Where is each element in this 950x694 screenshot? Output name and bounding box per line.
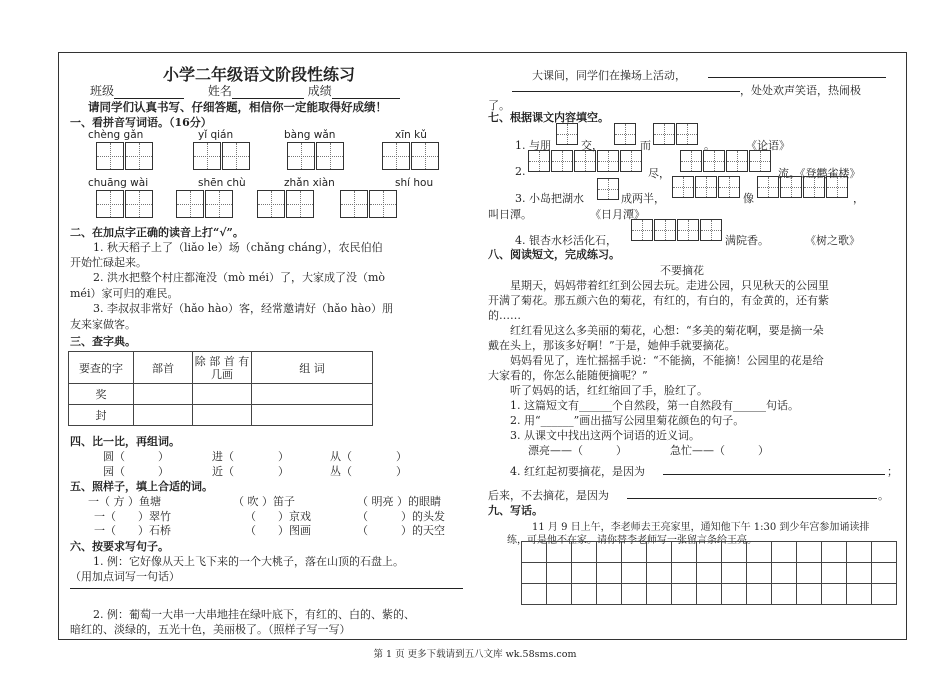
name-field[interactable] [232, 84, 304, 99]
s7-i4b: 满院香。 [725, 234, 769, 247]
rt-l2: ，处处欢声笑语，热闹极 [740, 84, 861, 97]
s8-q5-end: 。 [878, 489, 889, 502]
s7-i1d: 。 [704, 139, 715, 152]
s5-r1c1: 一（ 方 ）鱼塘 [88, 495, 161, 508]
s7-i1b: 交， [581, 139, 603, 152]
class-label: 班级 [90, 84, 115, 98]
s2-q1: 1. 秋天稻子上了（liǎo le）场（chǎng cháng），农民伯伯 [93, 241, 383, 254]
s4-r2c3: 丛（ ） [330, 465, 407, 478]
cell-words-2[interactable] [252, 405, 373, 426]
write-box-1[interactable] [96, 142, 154, 170]
s5-r3c1: 一（ ）石桥 [94, 524, 171, 537]
s9-t1: 11 月 9 日上午，李老师去王亮家里，通知他下午 1:30 到少年宫参加诵读排 [532, 522, 870, 533]
rt-l3: 了。 [488, 99, 510, 112]
rt-l1: 大课间，同学们在操场上活动， [532, 69, 686, 82]
s4-r1c3: 从（ ） [330, 450, 407, 463]
s6-q2b: 暗红的、淡绿的，五光十色，美丽极了。（照样子写一写） [70, 623, 351, 636]
s7-i2a: 2. [515, 165, 526, 178]
s7-i1a: 1. 与朋 [515, 139, 551, 152]
s4-r2c2: 近（ ） [212, 465, 289, 478]
instruction: 请同学们认真书写、仔细答题，相信你一定能取得好成绩！ [88, 100, 387, 114]
s5-r2c2: （ ）京戏 [245, 510, 311, 523]
s7-heading: 七、根据课文内容填空。 [488, 111, 609, 124]
dictionary-table [68, 351, 373, 426]
s6-q1b: （用加点词写一句话） [70, 570, 180, 583]
s6-q2: 2. 例：葡萄一大串一大串地挂在绿叶底下，有红的、白的、紫的、 [93, 608, 415, 621]
s1-heading: 一、看拼音写词语。（16分） [70, 116, 212, 129]
s7-i1c: 而 [640, 139, 651, 152]
write-box-6[interactable] [176, 190, 234, 218]
s8-q4-line[interactable] [663, 461, 885, 475]
s5-r2c1: 一（ ）翠竹 [94, 510, 171, 523]
s8-p1: 星期天，妈妈带着红红到公园去玩。走进公园，只见秋天的公园里 [510, 279, 829, 292]
cell-words-1[interactable] [252, 384, 373, 405]
s8-q3: 3. 从课文中找出这两个词语的近义词。 [510, 429, 700, 442]
s7-box-4[interactable] [528, 150, 643, 172]
s8-p3b: 大家看的，你怎么能随便摘呢？” [488, 369, 648, 382]
s7-box-8[interactable] [757, 176, 849, 198]
s4-r2c1: 园（ ） [103, 465, 169, 478]
rt-fill-1[interactable] [708, 64, 886, 78]
pinyin-4: xīn kǔ [395, 129, 427, 141]
s7-i3d: ， [853, 192, 864, 205]
s7-i2b: 尽， [648, 167, 670, 180]
th-strokes: 除 部 首 有几画 [193, 352, 252, 384]
s5-r1c3: （ 明亮 ）的眼睛 [357, 495, 441, 508]
s8-q2: 2. 用“______”画出描写公园里菊花颜色的句子。 [510, 414, 745, 427]
s7-box-3[interactable] [653, 123, 699, 145]
s8-q5: 后来，不去摘花，是因为 [488, 489, 609, 502]
s4-r1c2: 进（ ） [212, 450, 289, 463]
cell-radical-1[interactable] [134, 384, 193, 405]
s7-i2c: 流。《登鹳雀楼》 [778, 167, 861, 180]
cell-strokes-2[interactable] [193, 405, 252, 426]
th-words: 组 词 [252, 352, 373, 384]
s8-q4: 4. 红红起初要摘花，是因为 [510, 465, 645, 478]
pinyin-5: chuāng wài [88, 177, 149, 189]
s8-q1: 1. 这篇短文有______个自然段，第一自然段有______句话。 [510, 399, 799, 412]
pinyin-6: shēn chù [198, 177, 246, 189]
s6-answer-line[interactable] [70, 580, 463, 589]
s5-r3c3: （ ）的天空 [357, 524, 445, 537]
s2-q3b: 友来家做客。 [70, 318, 136, 331]
s8-p1b: 开满了菊花。那五颜六色的菊花，有红的，有白的，有金黄的，还有紫 [488, 294, 829, 307]
s8-p3: 妈妈看见了，连忙摇摇手说：“不能摘，不能摘！公园里的花是给 [510, 354, 824, 367]
s8-q3b: 急忙——（ ） [670, 444, 769, 457]
s2-q1b: 开始忙碌起来。 [70, 256, 147, 269]
pinyin-8: shí hou [395, 177, 434, 189]
score-label: 成绩 [307, 84, 332, 98]
write-box-4[interactable] [382, 142, 440, 170]
s7-i3e: 叫日潭。 [488, 208, 532, 221]
write-box-8[interactable] [340, 190, 398, 218]
page-title: 小学二年级语文阶段性练习 [163, 65, 356, 84]
s2-q2b: méi）家可归的难民。 [70, 287, 179, 300]
s5-r1c2: （ 吹 ）笛子 [233, 495, 295, 508]
s2-q3: 3. 李叔叔非常好（hǎo hào）客，经常邀请好（hǎo hào）朋 [93, 302, 394, 315]
pinyin-3: bàng wǎn [284, 129, 336, 141]
s9-heading: 九、写话。 [488, 504, 543, 517]
name-label: 姓名 [207, 84, 232, 98]
s7-i3f: 《日月潭》 [590, 208, 645, 221]
s5-heading: 五、照样子，填上合适的词。 [70, 480, 213, 493]
page-footer: 第 1 页 更多下载请到五八文库 wk.58sms.com [373, 649, 577, 660]
score-field[interactable] [332, 84, 400, 99]
write-box-5[interactable] [96, 190, 154, 218]
th-radical: 部首 [134, 352, 193, 384]
s8-heading: 八、阅读短文，完成练习。 [488, 248, 620, 261]
rt-fill-2[interactable] [512, 80, 740, 92]
s7-box-5[interactable] [680, 150, 772, 172]
th-char: 要查的字 [69, 352, 134, 384]
s5-r2c3: （ ）的头发 [357, 510, 445, 523]
write-box-7[interactable] [257, 190, 315, 218]
s3-heading: 三、查字典。 [70, 335, 136, 348]
s4-heading: 四、比一比，再组词。 [70, 435, 180, 448]
s8-q5-line[interactable] [627, 485, 877, 499]
s8-p4: 听了妈妈的话，红红缩回了手，脸红了。 [510, 384, 708, 397]
s8-q4-end: ； [887, 465, 898, 478]
s7-box-6[interactable] [597, 178, 620, 200]
s9-t2: 练，可是他不在家。请你替李老师写一张留言条给王亮。 [507, 535, 757, 546]
s8-p2: 红红看见这么多美丽的菊花，心想：“多美的菊花啊，要是摘一朵 [510, 324, 824, 337]
pinyin-2: yǐ qián [198, 129, 234, 141]
s2-q2: 2. 洪水把整个村庄都淹没（mò méi）了，大家成了没（mò [93, 271, 386, 284]
write-box-3[interactable] [287, 142, 345, 170]
s2-heading: 二、在加点字正确的读音上打“√”。 [70, 226, 244, 239]
pinyin-1: chèng gǎn [88, 129, 144, 141]
row-char-1: 奖 [69, 384, 134, 405]
s7-i4a: 4. 银杏水杉活化石， [515, 234, 617, 247]
s8-title: 不要摘花 [660, 264, 704, 277]
write-box-2[interactable] [193, 142, 251, 170]
s6-heading: 六、按要求写句子。 [70, 540, 169, 553]
header-fields [90, 82, 400, 99]
s7-i3b: 成两半， [621, 192, 665, 205]
s7-box-7[interactable] [672, 176, 741, 198]
s7-i3a: 3. 小岛把湖水 [515, 192, 584, 205]
s6-q1: 1. 例：它好像从天上飞下来的一个大桃子，落在山顶的石盘上。 [93, 555, 404, 568]
class-field[interactable] [114, 84, 184, 99]
pinyin-7: zhǎn xiàn [284, 177, 335, 189]
s7-i3c: 像 [743, 192, 754, 205]
s7-box-9[interactable] [631, 219, 723, 241]
s7-i1e: 《论语》 [746, 139, 790, 152]
s8-q3a: 漂亮——（ ） [528, 444, 627, 457]
s7-box-1[interactable] [556, 123, 579, 145]
s8-p1c: 的…… [488, 309, 521, 322]
cell-strokes-1[interactable] [193, 384, 252, 405]
row-char-2: 封 [69, 405, 134, 426]
writing-grid[interactable] [521, 541, 897, 605]
s7-i4c: 《树之歌》 [805, 234, 860, 247]
cell-radical-2[interactable] [134, 405, 193, 426]
s7-box-2[interactable] [614, 123, 637, 145]
s5-r3c2: （ ）图画 [245, 524, 311, 537]
s8-p2b: 戴在头上，那该多好啊！”于是，她伸手就要摘花。 [488, 339, 736, 352]
s4-r1c1: 圆（ ） [103, 450, 169, 463]
